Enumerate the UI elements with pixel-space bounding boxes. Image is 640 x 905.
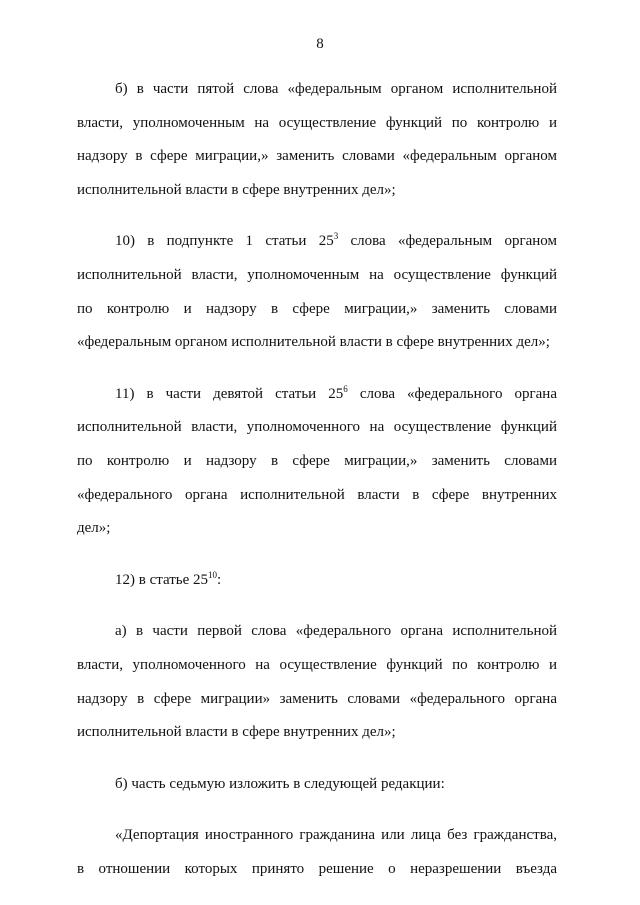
text-line: а) в части первой слова «федерального органа исполнительной: [115, 623, 557, 640]
item-rest: :: [217, 571, 222, 588]
text-line: по контролю и надзору в сфере миграции,» заменить словами: [77, 452, 557, 469]
text-line: [77, 378, 557, 412]
page-number: 8: [316, 36, 324, 52]
text-line: исполнительной власти в сфере внутренних дел»;: [77, 724, 396, 741]
paragraph-item-10: [77, 225, 557, 359]
text-line: «федеральным органом исполнительной власти в сфере внутренних дел»;: [77, 334, 550, 351]
paragraph-subitem-b: [77, 768, 557, 802]
item-lead: 10) в подпункте 1 статьи 25: [115, 233, 334, 250]
paragraph-quote: [77, 819, 557, 886]
text-line: власти, уполномоченного на осуществление функций по контролю и: [77, 656, 557, 673]
paragraph-subitem-a: [77, 615, 557, 749]
text-line: «федерального органа исполнительной власти в сфере внутренних: [77, 486, 557, 503]
text-line: надзору в сфере миграции» заменить словами «федерального органа: [77, 690, 557, 707]
text-line: исполнительной власти, уполномоченного на осуществление функций: [77, 419, 557, 436]
text-line: исполнительной власти в сфере внутренних дел»;: [77, 181, 396, 198]
item-rest: слова «федерального органа: [347, 385, 557, 402]
text-line: «Депортация иностранного гражданина или лица без гражданства,: [115, 827, 557, 844]
text-line: в отношении которых принято решение о неразрешении въезда: [77, 860, 557, 877]
document-body: [77, 73, 557, 904]
text-line: [77, 564, 557, 598]
paragraph-item-11: [77, 378, 557, 546]
text-line: б) в части пятой слова «федеральным органом исполнительной: [115, 81, 557, 97]
text-line: б) часть седьмую изложить в следующей редакции:: [115, 775, 445, 792]
article-superscript: 10: [208, 569, 218, 580]
text-line: [77, 225, 557, 259]
text-line: власти, уполномоченным на осуществление функций по контролю и: [77, 114, 557, 131]
item-lead: 12) в статье 25: [115, 571, 209, 588]
paragraph-item-12: [77, 564, 557, 598]
text-line: дел»;: [77, 520, 111, 537]
text-line: надзору в сфере миграции,» заменить словами «федеральным органом: [77, 148, 557, 165]
text-line: по контролю и надзору в сфере миграции,» заменить словами: [77, 300, 557, 317]
text-line: исполнительной власти, уполномоченным на осуществление функций: [77, 266, 557, 283]
item-lead: 11) в части девятой статьи 25: [115, 385, 344, 402]
article-superscript: 3: [333, 231, 339, 242]
article-superscript: 6: [343, 383, 348, 394]
paragraph-1: [77, 73, 557, 207]
item-rest: слова «федеральным органом: [338, 233, 557, 250]
